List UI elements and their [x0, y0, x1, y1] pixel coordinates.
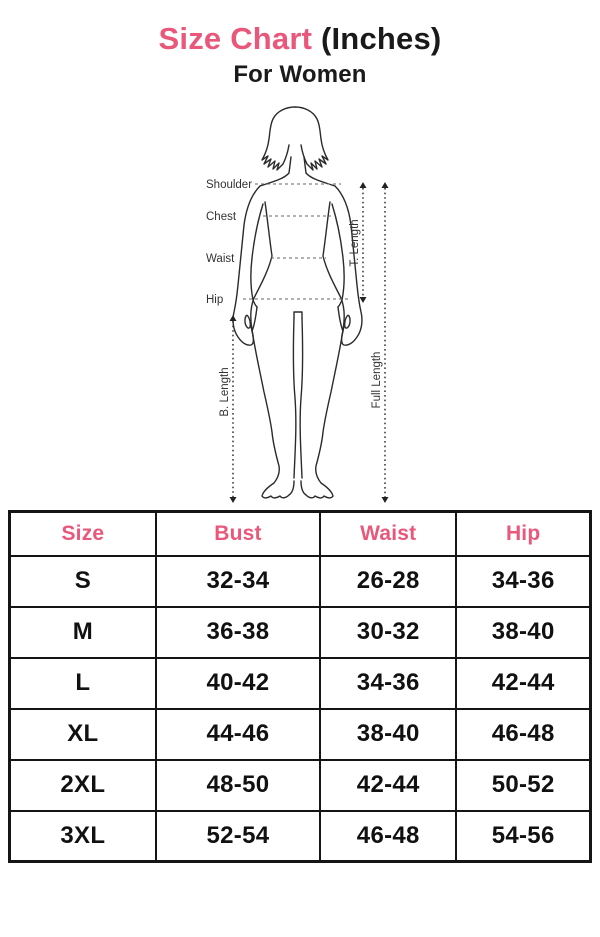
- table-cell: 2XL: [10, 760, 156, 811]
- header-waist: Waist: [320, 512, 456, 556]
- body-measurement-diagram: [0, 100, 600, 510]
- table-cell: 36-38: [156, 607, 320, 658]
- table-cell: 42-44: [456, 658, 590, 709]
- arm-left-outer: [233, 186, 260, 345]
- table-cell: S: [10, 556, 156, 607]
- inner-leg-cap: [294, 312, 302, 318]
- table-row: [10, 811, 591, 862]
- table-cell: 38-40: [456, 607, 590, 658]
- title-block: [0, 22, 600, 89]
- b-length-label: B. Length: [219, 367, 231, 417]
- table-cell: M: [10, 607, 156, 658]
- table-cell: 30-32: [320, 607, 456, 658]
- table-cell: 44-46: [156, 709, 320, 760]
- table-cell: 42-44: [320, 760, 456, 811]
- hair-right: [295, 107, 328, 170]
- inner-leg-left: [293, 318, 296, 478]
- hand-right-thumb: [345, 315, 350, 328]
- table-cell: 40-42: [156, 658, 320, 709]
- full-length-label: Full Length: [371, 351, 383, 409]
- hand-left-thumb: [245, 315, 250, 328]
- table-header-row: [10, 512, 591, 556]
- table-row: [10, 760, 591, 811]
- table-cell: 26-28: [320, 556, 456, 607]
- table-cell: 34-36: [456, 556, 590, 607]
- table-cell: 50-52: [456, 760, 590, 811]
- table-row: [10, 709, 591, 760]
- table-cell: 52-54: [156, 811, 320, 862]
- table-cell: 46-48: [320, 811, 456, 862]
- header-hip: Hip: [456, 512, 590, 556]
- size-chart-table: [8, 510, 592, 863]
- vertical-measures: [219, 182, 389, 503]
- table-cell: 46-48: [456, 709, 590, 760]
- b-length-arrow-down: [230, 497, 237, 503]
- hip-label: Hip: [206, 294, 224, 306]
- table-row: [10, 556, 591, 607]
- inner-leg-right: [300, 318, 303, 478]
- header-size: Size: [10, 512, 156, 556]
- t-length-label: T. Length: [349, 219, 361, 267]
- torso-leg-left: [251, 202, 294, 498]
- t-length-arrow-down: [360, 297, 367, 303]
- page-subtitle: For Women: [233, 61, 367, 89]
- table-cell: L: [10, 658, 156, 709]
- torso-leg-right: [301, 202, 344, 498]
- horizontal-guides: [206, 179, 351, 306]
- table-cell: 48-50: [156, 760, 320, 811]
- table-cell: 32-34: [156, 556, 320, 607]
- table-cell: 34-36: [320, 658, 456, 709]
- table-row: [10, 658, 591, 709]
- page-title: [0, 22, 600, 56]
- hand-left-inner: [252, 307, 257, 331]
- table-cell: 54-56: [456, 811, 590, 862]
- page-title-accent: Size Chart: [158, 21, 313, 56]
- table-row: [10, 607, 591, 658]
- waist-label: Waist: [206, 253, 235, 265]
- chest-label: Chest: [206, 211, 237, 223]
- hand-right-inner: [338, 307, 343, 331]
- header-bust: Bust: [156, 512, 320, 556]
- full-length-arrow-down: [382, 497, 389, 503]
- page-title-units: (Inches): [312, 21, 442, 56]
- table-cell: XL: [10, 709, 156, 760]
- table-cell: 38-40: [320, 709, 456, 760]
- table-cell: 3XL: [10, 811, 156, 862]
- woman-silhouette-outline: [233, 107, 362, 498]
- t-length-arrow-up: [360, 182, 367, 188]
- shoulder-label: Shoulder: [206, 179, 253, 191]
- b-length-arrow-up: [230, 315, 237, 321]
- full-length-arrow-up: [382, 182, 389, 188]
